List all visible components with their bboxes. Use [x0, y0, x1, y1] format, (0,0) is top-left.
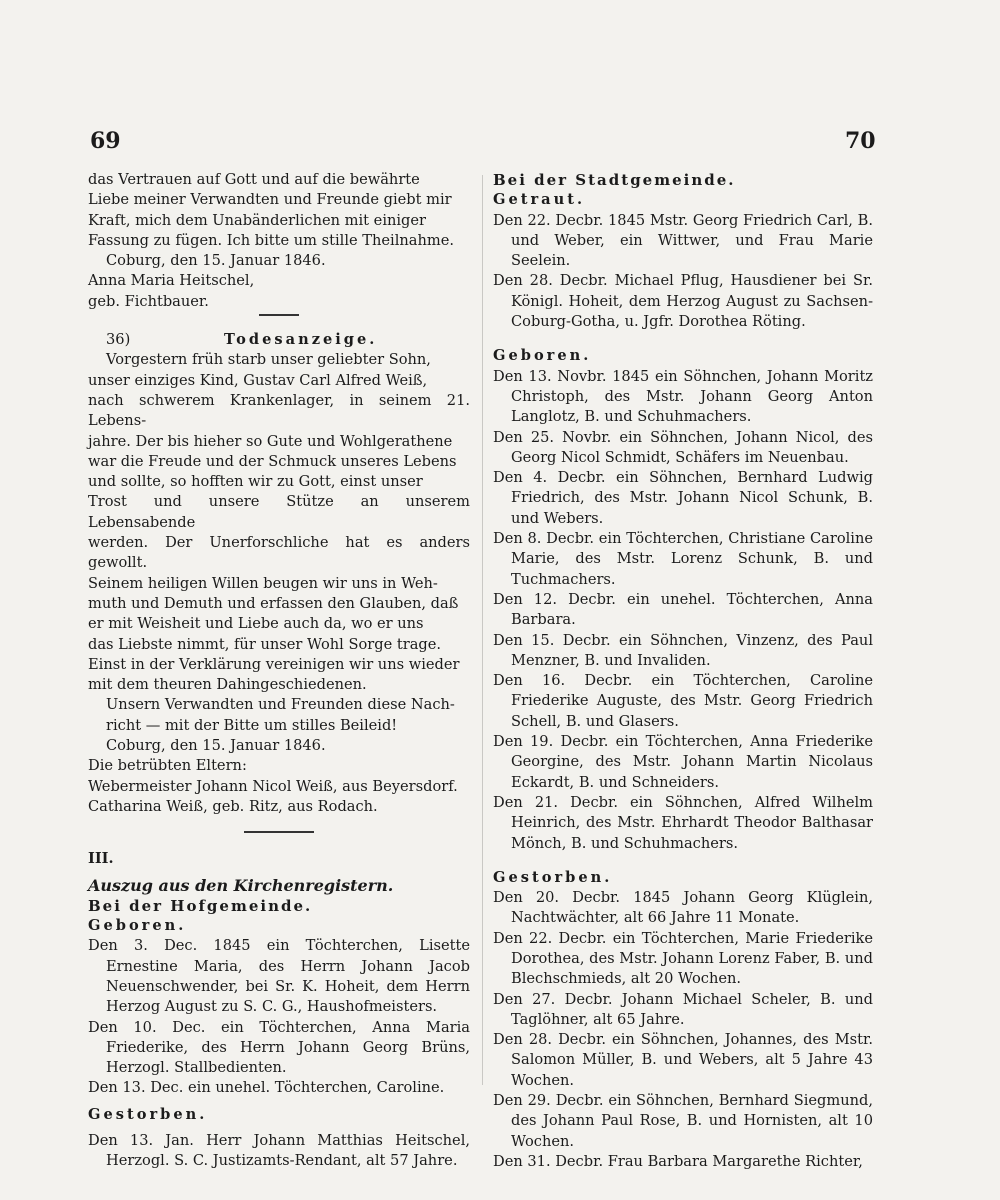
thanks-place-date: Coburg, den 15. Januar 1846.	[106, 252, 326, 270]
register-entry: Den 15. Decbr. ein Söhnchen, Vinzenz, des Paul Menzner, B. und Invaliden.	[493, 631, 873, 669]
thanks-line: Kraft, mich dem Unabänderlichen mit einiger	[88, 211, 427, 229]
notice-parent: Catharina Weiß, geb. Ritz, aus Rodach.	[88, 797, 378, 815]
page-number-right: 70	[845, 128, 876, 154]
register-entry: Den 13. Dec. ein unehel. Töchterchen, Caroline.	[88, 1079, 445, 1097]
notice-number: 36)	[106, 331, 131, 349]
register-entry: Den 10. Dec. ein Töchterchen, Anna Maria Friederike, des Herrn Johann Georg Brüns, Herzogl. Stallbedienten.	[88, 1018, 470, 1077]
thanks-line: Liebe meiner Verwandten und Freunde giebt mir	[88, 191, 452, 209]
register-entry: Den 8. Decbr. ein Töchterchen, Christiane Caroline Marie, des Mstr. Lorenz Schunk, B. und Tuchmachers.	[493, 530, 873, 588]
register-entry: Den 16. Decbr. ein Töchterchen, Caroline Friederike Auguste, des Mstr. Georg Friedrich Schell, B. und Glasers.	[493, 672, 873, 730]
separator-rule	[259, 314, 299, 316]
notice-line: werden. Der Unerforschliche hat es anders gewollt.	[88, 534, 470, 572]
notice-line: muth und Demuth und erfassen den Glauben, daß	[88, 594, 459, 612]
stadt-heading: Bei der Stadtgemeinde.	[493, 171, 736, 189]
register-entry: Den 22. Decbr. 1845 Mstr. Georg Friedrich Carl, B. und Weber, ein Wittwer, und Frau Marie Seelein.	[493, 211, 873, 270]
register-entry: Den 3. Dec. 1845 ein Töchterchen, Lisette Ernestine Maria, des Herrn Johann Jacob Neuenschwender, bei Sr. K. Hoheit, dem Herrn Herzog August zu S. C. G., Haushofmeisters.	[88, 937, 470, 1016]
left-column	[88, 170, 470, 1172]
thanks-signature-name: Anna Maria Heitschel,	[88, 272, 255, 290]
register-entry: Den 31. Decbr. Frau Barbara Margarethe Richter,	[493, 1152, 863, 1170]
notice-title: Todesanzeige.	[224, 331, 378, 349]
register-entry: Den 28. Decbr. Michael Pflug, Hausdiener bei Sr. Königl. Hoheit, dem Herzog August zu Sachsen-Coburg-Gotha, u. Jgfr. Dorothea Röting.	[493, 272, 873, 331]
separator-rule	[244, 831, 314, 833]
notice-parents-heading: Die betrübten Eltern:	[88, 757, 247, 775]
section-title: Auszug aus den Kirchenregistern.	[88, 875, 394, 895]
section-number: III.	[88, 850, 114, 868]
notice-line: Seinem heiligen Willen beugen wir uns in Weh-	[88, 574, 438, 592]
hof-heading: Bei der Hofgemeinde.	[88, 896, 313, 915]
register-entry: Den 29. Decbr. ein Söhnchen, Bernhard Siegmund, des Johann Paul Rose, B. und Hornisten, alt 10 Wochen.	[493, 1092, 873, 1150]
register-entry: Den 19. Decbr. ein Töchterchen, Anna Friederike Georgine, des Mstr. Johann Martin Nicolaus Eckardt, B. und Schneiders.	[493, 733, 873, 791]
thanks-text	[88, 170, 470, 251]
register-entry: Den 13. Novbr. 1845 ein Söhnchen, Johann Moritz Christoph, des Mstr. Johann Georg Anton Langlotz, B. und Schuhmachers.	[493, 367, 873, 426]
register-entry: Den 21. Decbr. ein Söhnchen, Alfred Wilhelm Heinrich, des Mstr. Ehrhardt Theodor Balthasar Mönch, B. und Schuhmachers.	[493, 793, 873, 852]
born-heading: Geboren.	[493, 347, 592, 365]
notice-line: war die Freude und der Schmuck unseres Lebens	[88, 452, 457, 470]
notice-line: mit dem theuren Dahingeschiedenen.	[88, 676, 367, 694]
thanks-line: das Vertrauen auf Gott und auf die bewährte	[88, 171, 420, 188]
register-entry: Den 20. Decbr. 1845 Johann Georg Klüglein, Nachtwächter, alt 66 Jahre 11 Monate.	[493, 889, 873, 927]
hof-born-heading: Geboren.	[88, 917, 187, 935]
notice-line: unser einziges Kind, Gustav Carl Alfred Weiß,	[88, 371, 428, 389]
notice-line: Einst in der Verklärung vereinigen wir uns wieder	[88, 655, 460, 673]
register-entry: Den 22. Decbr. ein Töchterchen, Marie Friederike Dorothea, des Mstr. Johann Lorenz Faber, B. und Blechschmieds, alt 20 Wochen.	[493, 929, 873, 988]
notice-place-date: Coburg, den 15. Januar 1846.	[106, 737, 326, 755]
register-entry: Den 4. Decbr. ein Söhnchen, Bernhard Ludwig Friedrich, des Mstr. Johann Nicol Schunk, B. und Webers.	[493, 469, 873, 527]
notice-body	[88, 350, 470, 695]
column-divider	[482, 175, 483, 1085]
died-heading: Gestorben.	[493, 868, 613, 886]
notice-line: er mit Weisheit und Liebe auch da, wo er uns	[88, 615, 424, 633]
thanks-signature-birthname: geb. Fichtbauer.	[88, 292, 209, 310]
notice-line: nach schwerem Krankenlager, in seinem 21. Lebens-	[88, 391, 470, 430]
notice-line: Trost und unsere Stütze an unserem Lebensabende	[88, 493, 470, 531]
thanks-line: Fassung zu fügen. Ich bitte um stille Theilnahme.	[88, 231, 454, 249]
notice-request: richt — mit der Bitte um stilles Beileid!	[106, 716, 398, 734]
register-entry: Den 13. Jan. Herr Johann Matthias Heitschel, Herzogl. S. C. Justizamts-Rendant, alt 57 Jahre.	[88, 1132, 470, 1170]
register-entry: Den 27. Decbr. Johann Michael Scheler, B. und Taglöhner, alt 65 Jahre.	[493, 990, 873, 1028]
notice-line: das Liebste nimmt, für unser Wohl Sorge trage.	[88, 635, 442, 653]
hof-died-heading: Gestorben.	[88, 1105, 208, 1123]
register-entry: Den 12. Decbr. ein unehel. Töchterchen, Anna Barbara.	[493, 590, 873, 629]
register-entry: Den 25. Novbr. ein Söhnchen, Johann Nicol, des Georg Nicol Schmidt, Schäfers im Neuenbau.	[493, 428, 873, 466]
page-number-left: 69	[90, 128, 121, 154]
notice-header	[88, 330, 470, 350]
notice-request: Unsern Verwandten und Freunden diese Nach-	[106, 696, 455, 714]
notice-parent: Webermeister Johann Nicol Weiß, aus Beyersdorf.	[88, 777, 458, 795]
right-column	[493, 170, 873, 1172]
notice-line: und sollte, so hofften wir zu Gott, einst unser	[88, 473, 423, 491]
notice-line: Vorgestern früh starb unser geliebter Sohn,	[106, 351, 431, 369]
notice-line: jahre. Der bis hieher so Gute und Wohlgerathene	[88, 432, 453, 450]
married-heading: Getraut.	[493, 191, 586, 209]
register-entry: Den 28. Decbr. ein Söhnchen, Johannes, des Mstr. Salomon Müller, B. und Webers, alt 5 Jahre 43 Wochen.	[493, 1031, 873, 1089]
